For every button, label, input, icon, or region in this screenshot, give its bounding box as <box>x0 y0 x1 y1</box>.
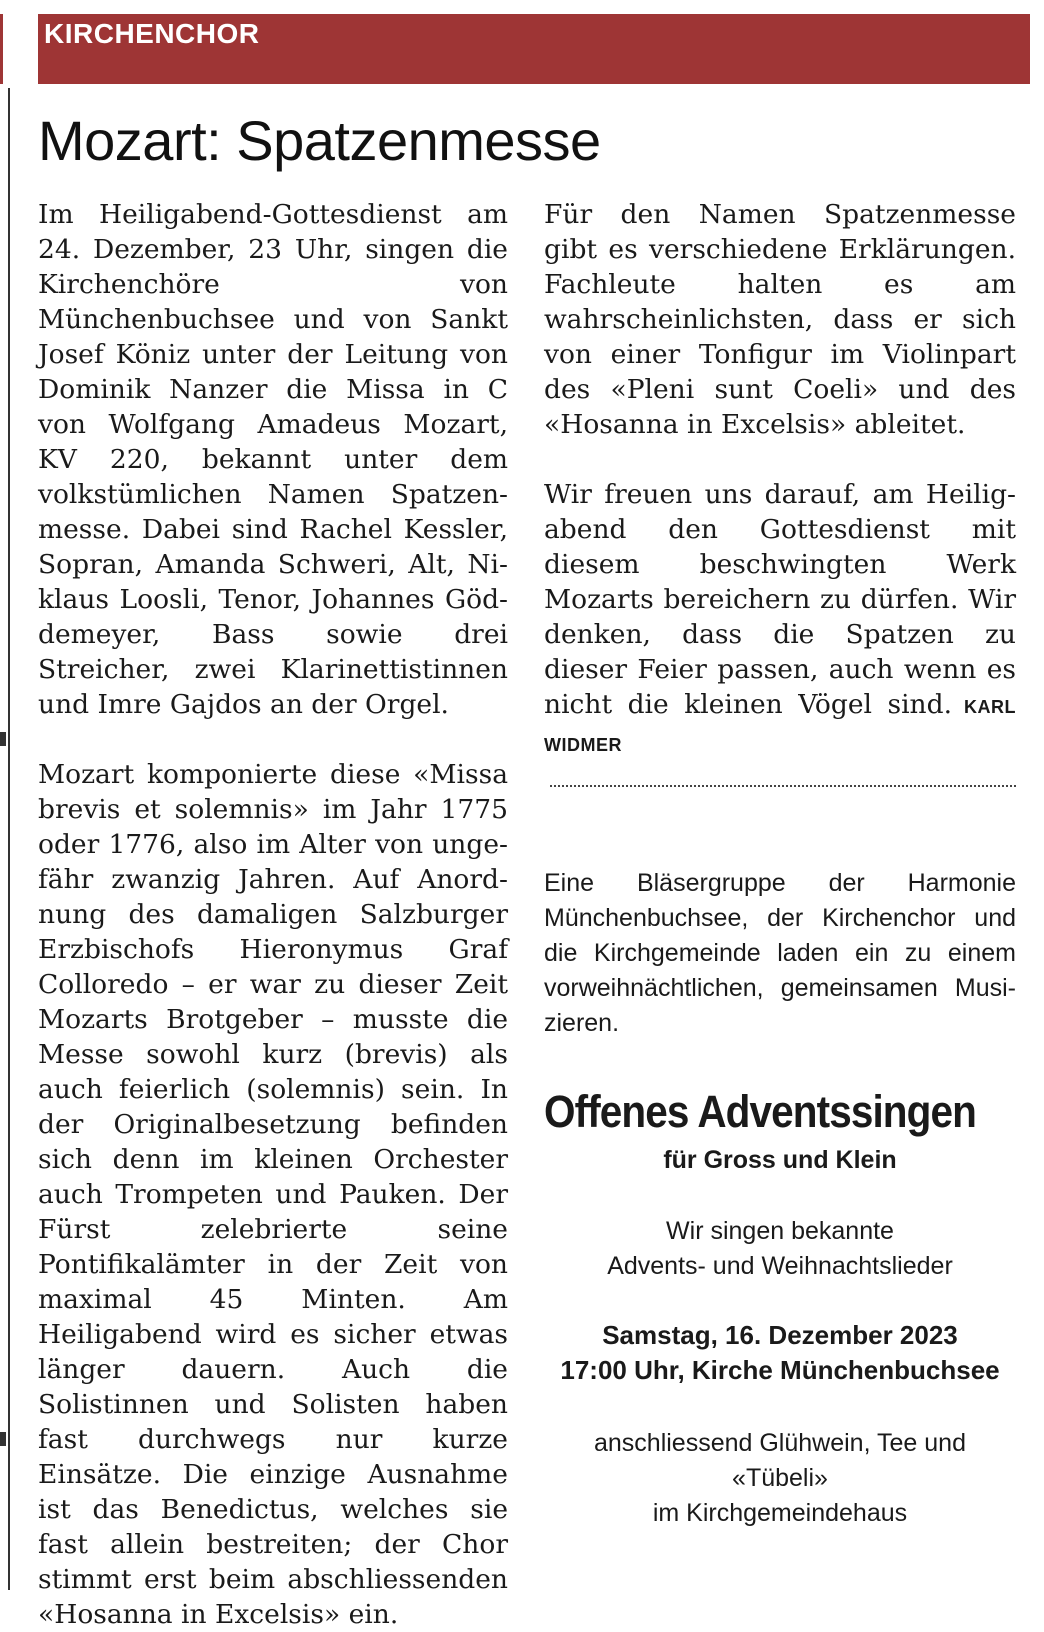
announcement-title: Offenes Adventssingen <box>544 1086 976 1137</box>
article-column-right <box>544 197 1016 763</box>
description-line: Wir singen bekannte <box>666 1217 894 1245</box>
advent-announcement <box>544 866 1016 1527</box>
rubric-label: KIRCHENCHOR <box>44 18 260 49</box>
edge-tick <box>0 1432 6 1446</box>
event-datetime <box>544 1318 1016 1388</box>
afterwards-line: im Kirchgemeindehaus <box>652 1499 908 1527</box>
dotted-separator <box>550 785 1016 787</box>
announcement-intro: Eine Bläsergruppe der Harmonie Münchenbuchsee, der Kirchenchor und die Kirchgemeinde laden ein zu einem vorweihnächtlichen, gemeinsamen Musizieren. <box>544 869 1016 1037</box>
headline: Mozart: Spatzenmesse <box>38 109 601 172</box>
edge-tick <box>0 732 6 746</box>
event-time-place: 17:00 Uhr, Kirche Münchenbuchsee <box>560 1355 1000 1385</box>
article-paragraph: Für den Namen Spatzenmesse gibt es verschiedene Erklärungen. Fachleute halten es am wahrscheinlichsten, dass er sich von einer Tonfigur im Violinpart des «Pleni sunt Coeli» und des «Hosanna in Excelsis» ableitet. <box>544 199 1016 440</box>
author-byline: KARL WIDMER <box>544 697 1016 755</box>
description-line: Advents- und Weihnachtslieder <box>607 1252 953 1280</box>
article-paragraph: Mozart komponierte diese «Missa brevis et solemnis» im Jahr 1775 oder 1776, also im Alter von ungefähr zwanzig Jahren. Auf Anordnung des damaligen Salzburger Erzbischofs Hieronymus Graf Colloredo – er war zu dieser Zeit Mozarts Brotgeber – musste die Messe sowohl kurz (brevis) als auch feierlich (solemnis) sein. In der Originalbesetzung befinden sich denn im kleinen Orchester auch Trompeten und Pauken. Der Fürst zelebrierte seine Pontifikalämter in der Zeit von maximal 45 Minten. Am Heiligabend wird es sicher etwas länger dauern. Auch die Solistinnen und Solisten haben fast durchwegs nur kurze Einsätze. Die einzige Ausnahme ist das Benedictus, welches sie fast allein bestreiten; der Chor stimmt erst beim abschliessenden «Hosanna in Excelsis» ein. <box>38 759 508 1630</box>
announcement-subtitle: für Gross und Klein <box>663 1146 897 1174</box>
article-paragraph-final <box>544 477 1016 763</box>
event-afterwards <box>544 1426 1016 1531</box>
announcement-description <box>544 1214 1016 1284</box>
column-rule <box>8 88 10 1590</box>
article-column-left <box>38 197 508 1632</box>
article-paragraph: Im Heiligabend-Gottesdienst am 24. Dezember, 23 Uhr, singen die Kirchenchöre von Münchenbuchsee und von Sankt Josef Köniz unter der Leitung von Dominik Nanzer die Missa in C von Wolfgang Amadeus Mozart, KV 220, bekannt unter dem volkstümlichen Namen Spatzenmesse. Dabei sind Rachel Kessler, Sopran, Amanda Schweri, Alt, Niklaus Loosli, Tenor, Johannes Göddemeyer, Bass sowie drei Streicher, zwei Klarinettistinnen und Imre Gajdos an der Orgel. <box>38 199 508 720</box>
rubric-bar <box>38 14 1030 84</box>
event-date: Samstag, 16. Dezember 2023 <box>602 1320 958 1350</box>
article-text: Wir freuen uns darauf, am Heiligabend den Gottesdienst mit diesem beschwingten Werk Mozarts bereichern zu dürfen. Wir denken, dass die Spatzen zu dieser Feier passen, auch wenn es nicht die kleinen Vögel sind. <box>544 479 1016 720</box>
edge-mark <box>0 14 3 84</box>
afterwards-line: anschliessend Glühwein, Tee und «Tübeli» <box>593 1429 966 1492</box>
